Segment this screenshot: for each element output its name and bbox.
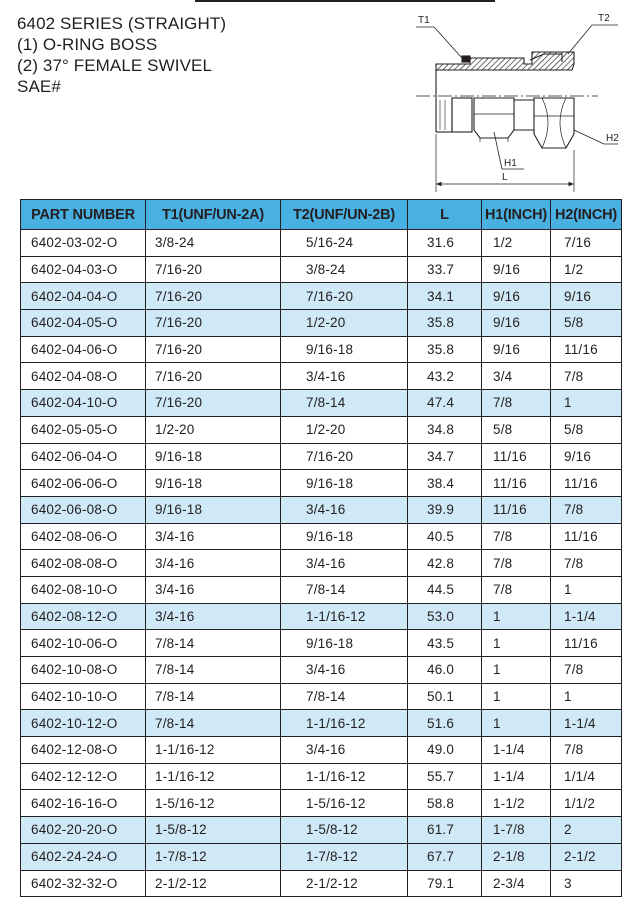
t1-cell: 3/4-16 — [146, 523, 281, 550]
length-cell: 31.6 — [408, 230, 482, 257]
h1-cell: 7/8 — [482, 550, 551, 577]
h1-cell: 7/8 — [482, 523, 551, 550]
t1-cell: 7/16-20 — [146, 336, 281, 363]
t1-cell: 3/4-16 — [146, 576, 281, 603]
part-number-cell: 6402-12-08-O — [21, 737, 146, 764]
h2-cell: 7/8 — [551, 550, 622, 577]
fitting-drawing — [412, 4, 624, 194]
t1-cell: 3/4-16 — [146, 550, 281, 577]
length-cell: 79.1 — [408, 870, 482, 897]
label-l: L — [502, 172, 508, 183]
table-row — [21, 470, 622, 497]
t2-cell: 3/4-16 — [281, 363, 408, 390]
table-row — [21, 336, 622, 363]
t2-cell: 9/16-18 — [281, 630, 408, 657]
table-row — [21, 576, 622, 603]
h1-cell: 9/16 — [482, 336, 551, 363]
part-number-cell: 6402-32-32-O — [21, 870, 146, 897]
table-row — [21, 256, 622, 283]
t2-cell: 9/16-18 — [281, 336, 408, 363]
column-header: H2(INCH) — [551, 200, 622, 230]
t1-cell: 7/16-20 — [146, 256, 281, 283]
series-heading — [17, 13, 226, 97]
length-cell: 43.5 — [408, 630, 482, 657]
part-number-cell: 6402-16-16-O — [21, 790, 146, 817]
h2-cell: 5/8 — [551, 310, 622, 337]
length-cell: 67.7 — [408, 843, 482, 870]
h2-cell: 1/1/4 — [551, 763, 622, 790]
column-header: H1(INCH) — [482, 200, 551, 230]
h1-cell: 1-1/4 — [482, 763, 551, 790]
t2-cell: 1/2-20 — [281, 416, 408, 443]
h1-cell: 11/16 — [482, 470, 551, 497]
h2-cell: 3 — [551, 870, 622, 897]
t1-cell: 7/16-20 — [146, 310, 281, 337]
length-cell: 47.4 — [408, 390, 482, 417]
part-number-cell: 6402-04-05-O — [21, 310, 146, 337]
label-t2: T2 — [598, 13, 610, 24]
length-cell: 46.0 — [408, 657, 482, 684]
t1-cell: 9/16-18 — [146, 470, 281, 497]
h2-cell: 1 — [551, 390, 622, 417]
t2-cell: 7/8-14 — [281, 390, 408, 417]
part-number-cell: 6402-04-03-O — [21, 256, 146, 283]
part-number-cell: 6402-06-06-O — [21, 470, 146, 497]
h2-cell: 2 — [551, 817, 622, 844]
t1-cell: 1/2-20 — [146, 416, 281, 443]
table-row — [21, 603, 622, 630]
table-row — [21, 737, 622, 764]
h2-cell: 1/2 — [551, 256, 622, 283]
length-cell: 43.2 — [408, 363, 482, 390]
h1-cell: 11/16 — [482, 496, 551, 523]
column-header: T2(UNF/UN-2B) — [281, 200, 408, 230]
length-cell: 34.7 — [408, 443, 482, 470]
t2-cell: 1-1/16-12 — [281, 710, 408, 737]
t1-cell: 2-1/2-12 — [146, 870, 281, 897]
length-cell: 51.6 — [408, 710, 482, 737]
t1-cell: 7/8-14 — [146, 683, 281, 710]
t2-cell: 5/16-24 — [281, 230, 408, 257]
length-cell: 50.1 — [408, 683, 482, 710]
length-cell: 34.1 — [408, 283, 482, 310]
h2-cell: 11/16 — [551, 630, 622, 657]
t1-cell: 3/8-24 — [146, 230, 281, 257]
h1-cell: 1 — [482, 710, 551, 737]
h2-cell: 7/8 — [551, 496, 622, 523]
t1-cell: 7/8-14 — [146, 710, 281, 737]
t1-cell: 7/8-14 — [146, 657, 281, 684]
h2-cell: 11/16 — [551, 470, 622, 497]
h1-cell: 1-7/8 — [482, 817, 551, 844]
part-number-cell: 6402-04-04-O — [21, 283, 146, 310]
h1-cell: 1-1/4 — [482, 737, 551, 764]
t2-cell: 7/8-14 — [281, 683, 408, 710]
part-number-cell: 6402-10-12-O — [21, 710, 146, 737]
h1-cell: 9/16 — [482, 283, 551, 310]
column-header: T1(UNF/UN-2A) — [146, 200, 281, 230]
t2-cell: 1-1/16-12 — [281, 763, 408, 790]
t2-cell: 3/8-24 — [281, 256, 408, 283]
h2-cell: 11/16 — [551, 336, 622, 363]
t2-cell: 1/2-20 — [281, 310, 408, 337]
h1-cell: 5/8 — [482, 416, 551, 443]
t1-cell: 1-5/16-12 — [146, 790, 281, 817]
t2-cell: 1-1/16-12 — [281, 603, 408, 630]
length-cell: 49.0 — [408, 737, 482, 764]
t1-cell: 1-1/16-12 — [146, 763, 281, 790]
h1-cell: 2-3/4 — [482, 870, 551, 897]
h2-cell: 1 — [551, 576, 622, 603]
h2-cell: 9/16 — [551, 283, 622, 310]
t2-cell: 1-5/8-12 — [281, 817, 408, 844]
h1-cell: 7/8 — [482, 576, 551, 603]
part-number-cell: 6402-20-20-O — [21, 817, 146, 844]
t1-cell: 1-1/16-12 — [146, 737, 281, 764]
t2-cell: 7/16-20 — [281, 283, 408, 310]
table-header-row — [21, 200, 622, 230]
part-number-cell: 6402-06-08-O — [21, 496, 146, 523]
series-line-sae: SAE# — [17, 77, 61, 96]
part-number-cell: 6402-10-08-O — [21, 657, 146, 684]
h1-cell: 2-1/8 — [482, 843, 551, 870]
table-row — [21, 630, 622, 657]
label-t1: T1 — [418, 15, 430, 26]
part-number-cell: 6402-24-24-O — [21, 843, 146, 870]
h1-cell: 1 — [482, 630, 551, 657]
t1-cell: 1-5/8-12 — [146, 817, 281, 844]
table-row — [21, 416, 622, 443]
h2-cell: 11/16 — [551, 523, 622, 550]
table-row — [21, 710, 622, 737]
length-cell: 35.8 — [408, 310, 482, 337]
series-line-oring: (1) O-RING BOSS — [17, 35, 158, 54]
label-h2: H2 — [606, 133, 619, 144]
table-row — [21, 283, 622, 310]
part-number-cell: 6402-03-02-O — [21, 230, 146, 257]
t2-cell: 3/4-16 — [281, 550, 408, 577]
spec-table — [20, 199, 622, 897]
length-cell: 44.5 — [408, 576, 482, 603]
table-row — [21, 390, 622, 417]
h2-cell: 1-1/4 — [551, 603, 622, 630]
part-number-cell: 6402-08-12-O — [21, 603, 146, 630]
part-number-cell: 6402-08-08-O — [21, 550, 146, 577]
table-row — [21, 817, 622, 844]
t2-cell: 9/16-18 — [281, 523, 408, 550]
part-number-cell: 6402-10-06-O — [21, 630, 146, 657]
table-row — [21, 550, 622, 577]
h1-cell: 1 — [482, 603, 551, 630]
t2-cell: 1-7/8-12 — [281, 843, 408, 870]
length-cell: 55.7 — [408, 763, 482, 790]
t2-cell: 7/8-14 — [281, 576, 408, 603]
h1-cell: 7/8 — [482, 390, 551, 417]
h2-cell: 9/16 — [551, 443, 622, 470]
part-number-cell: 6402-04-06-O — [21, 336, 146, 363]
t2-cell: 7/16-20 — [281, 443, 408, 470]
length-cell: 35.8 — [408, 336, 482, 363]
h1-cell: 1/2 — [482, 230, 551, 257]
length-cell: 34.8 — [408, 416, 482, 443]
length-cell: 61.7 — [408, 817, 482, 844]
h2-cell: 1/1/2 — [551, 790, 622, 817]
table-row — [21, 657, 622, 684]
part-number-cell: 6402-06-04-O — [21, 443, 146, 470]
length-cell: 39.9 — [408, 496, 482, 523]
series-title: 6402 SERIES (STRAIGHT) — [17, 14, 227, 33]
part-number-cell: 6402-08-10-O — [21, 576, 146, 603]
part-number-cell: 6402-08-06-O — [21, 523, 146, 550]
part-number-cell: 6402-10-10-O — [21, 683, 146, 710]
part-number-cell: 6402-05-05-O — [21, 416, 146, 443]
h1-cell: 3/4 — [482, 363, 551, 390]
part-number-cell: 6402-04-08-O — [21, 363, 146, 390]
h2-cell: 7/8 — [551, 737, 622, 764]
h1-cell: 9/16 — [482, 256, 551, 283]
t1-cell: 3/4-16 — [146, 603, 281, 630]
t1-cell: 9/16-18 — [146, 496, 281, 523]
t2-cell: 9/16-18 — [281, 470, 408, 497]
length-cell: 38.4 — [408, 470, 482, 497]
table-row — [21, 496, 622, 523]
h1-cell: 1 — [482, 683, 551, 710]
column-header: PART NUMBER — [21, 200, 146, 230]
t1-cell: 9/16-18 — [146, 443, 281, 470]
t1-cell: 7/16-20 — [146, 390, 281, 417]
top-rule — [195, 0, 495, 2]
table-row — [21, 363, 622, 390]
table-row — [21, 790, 622, 817]
length-cell: 53.0 — [408, 603, 482, 630]
part-number-cell: 6402-04-10-O — [21, 390, 146, 417]
t1-cell: 7/8-14 — [146, 630, 281, 657]
h1-cell: 1 — [482, 657, 551, 684]
table-row — [21, 230, 622, 257]
h2-cell: 7/16 — [551, 230, 622, 257]
column-header: L — [408, 200, 482, 230]
h1-cell: 11/16 — [482, 443, 551, 470]
t1-cell: 7/16-20 — [146, 283, 281, 310]
h1-cell: 9/16 — [482, 310, 551, 337]
series-line-swivel: (2) 37° FEMALE SWIVEL — [17, 56, 213, 75]
length-cell: 58.8 — [408, 790, 482, 817]
t1-cell: 1-7/8-12 — [146, 843, 281, 870]
table-row — [21, 523, 622, 550]
t2-cell: 1-5/16-12 — [281, 790, 408, 817]
t2-cell: 3/4-16 — [281, 657, 408, 684]
h2-cell: 1 — [551, 683, 622, 710]
table-row — [21, 310, 622, 337]
t2-cell: 3/4-16 — [281, 737, 408, 764]
t2-cell: 2-1/2-12 — [281, 870, 408, 897]
table-row — [21, 683, 622, 710]
h2-cell: 1-1/4 — [551, 710, 622, 737]
table-row — [21, 763, 622, 790]
t1-cell: 7/16-20 — [146, 363, 281, 390]
length-cell: 40.5 — [408, 523, 482, 550]
length-cell: 42.8 — [408, 550, 482, 577]
h2-cell: 5/8 — [551, 416, 622, 443]
table-row — [21, 443, 622, 470]
label-h1: H1 — [504, 158, 517, 169]
h2-cell: 7/8 — [551, 657, 622, 684]
table-row — [21, 870, 622, 897]
part-number-cell: 6402-12-12-O — [21, 763, 146, 790]
h1-cell: 1-1/2 — [482, 790, 551, 817]
h2-cell: 2-1/2 — [551, 843, 622, 870]
t2-cell: 3/4-16 — [281, 496, 408, 523]
length-cell: 33.7 — [408, 256, 482, 283]
h2-cell: 7/8 — [551, 363, 622, 390]
